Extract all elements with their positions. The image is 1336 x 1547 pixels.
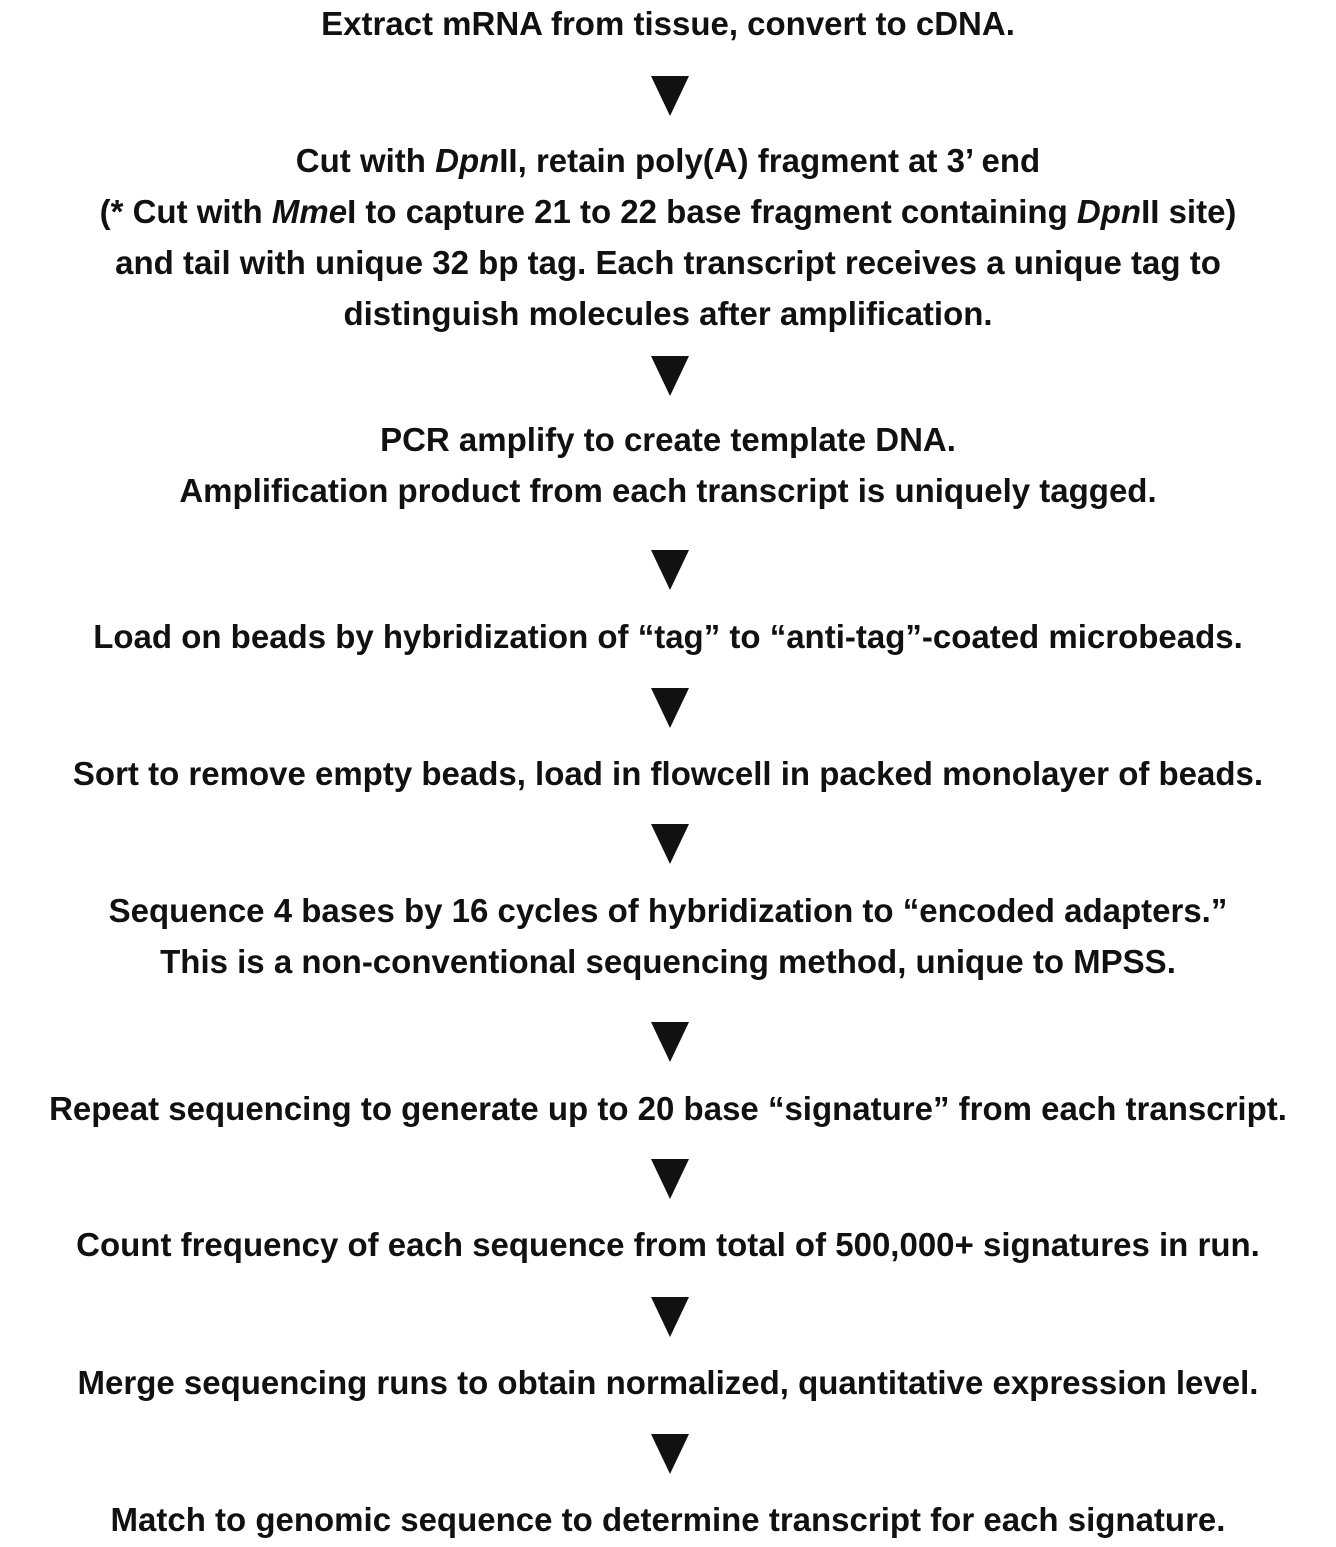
- flow-step-9: [0, 1357, 1336, 1408]
- flow-step-1: [0, 0, 1336, 49]
- flow-step-7: [0, 1083, 1336, 1134]
- down-arrow-icon: [651, 356, 689, 396]
- step-2-line-4: distinguish molecules after amplification.: [343, 295, 993, 332]
- step-6-line-1: Sequence 4 bases by 16 cycles of hybridization to “encoded adapters.”: [108, 892, 1228, 929]
- step-10-line-1: Match to genomic sequence to determine transcript for each signature.: [110, 1501, 1226, 1538]
- down-arrow-icon: [651, 1297, 689, 1337]
- step-2-line-3: and tail with unique 32 bp tag. Each transcript receives a unique tag to: [115, 244, 1221, 281]
- step-2-line-2: (* Cut with MmeI to capture 21 to 22 base fragment containing DpnII site): [99, 193, 1237, 230]
- step-5-line-1: Sort to remove empty beads, load in flowcell in packed monolayer of beads.: [72, 755, 1264, 792]
- step-4-line-1: Load on beads by hybridization of “tag” to “anti-tag”-coated microbeads.: [93, 618, 1243, 655]
- down-arrow-icon: [651, 824, 689, 864]
- flow-step-10: [0, 1494, 1336, 1545]
- flow-step-4: [0, 611, 1336, 662]
- down-arrow-icon: [651, 550, 689, 590]
- flow-step-6: [0, 885, 1336, 987]
- step-7-line-1: Repeat sequencing to generate up to 20 base “signature” from each transcript.: [49, 1090, 1287, 1127]
- flow-step-3: [0, 414, 1336, 516]
- step-6-line-2: This is a non-conventional sequencing method, unique to MPSS.: [160, 943, 1176, 980]
- flow-step-8: [0, 1219, 1336, 1270]
- step-2-line-1: Cut with DpnII, retain poly(A) fragment at 3’ end: [295, 142, 1041, 179]
- step-9-line-1: Merge sequencing runs to obtain normalized, quantitative expression level.: [77, 1364, 1259, 1401]
- step-3-line-2: Amplification product from each transcript is uniquely tagged.: [179, 472, 1157, 509]
- down-arrow-icon: [651, 1159, 689, 1199]
- step-3-line-1: PCR amplify to create template DNA.: [380, 421, 956, 458]
- down-arrow-icon: [651, 1434, 689, 1474]
- flow-step-2: [0, 135, 1336, 339]
- step-8-line-1: Count frequency of each sequence from total of 500,000+ signatures in run.: [76, 1226, 1260, 1263]
- step-1-line-1: Extract mRNA from tissue, convert to cDNA.: [321, 5, 1015, 42]
- down-arrow-icon: [651, 688, 689, 728]
- down-arrow-icon: [651, 1022, 689, 1062]
- down-arrow-icon: [651, 76, 689, 116]
- flow-step-5: [0, 748, 1336, 799]
